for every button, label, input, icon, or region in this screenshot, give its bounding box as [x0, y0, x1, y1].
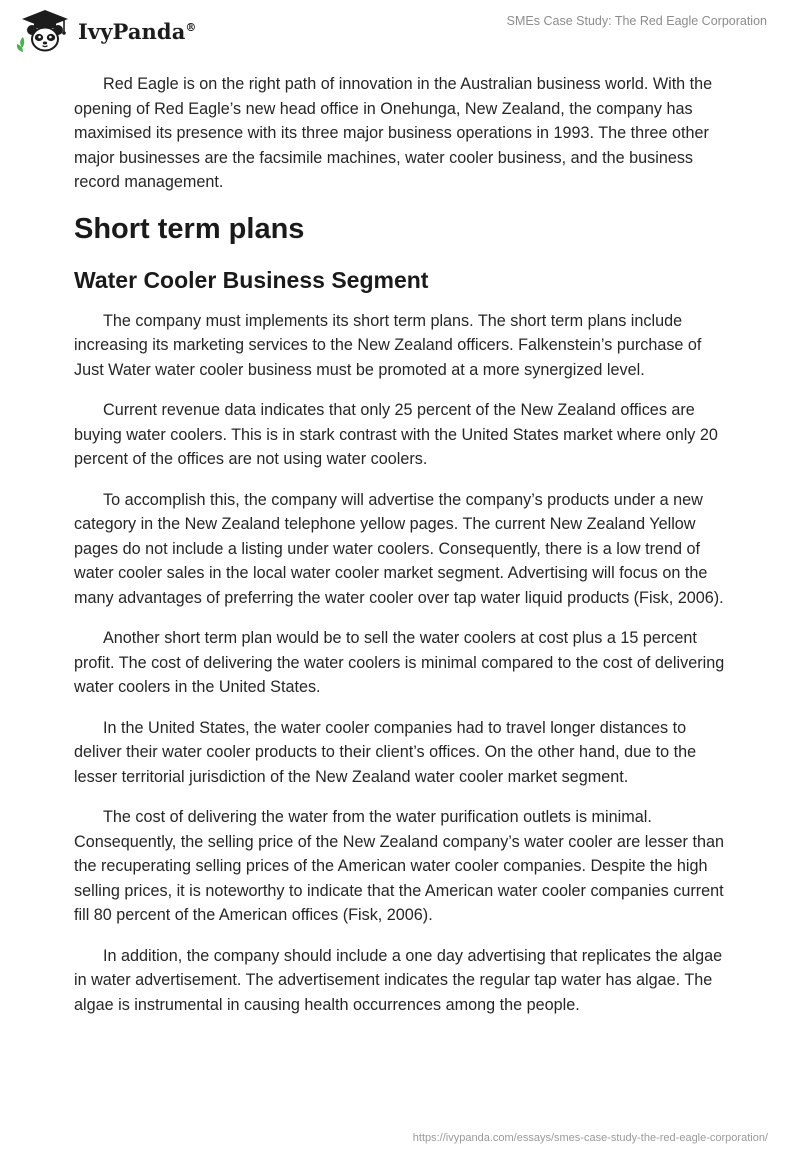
- panda-graduate-icon: [14, 8, 76, 54]
- body-paragraph: To accomplish this, the company will advertise the company’s products under a new category in the New Zealand telephone yellow pages. The current New Zealand Yellow pages do not include a listing under water coolers. Consequently, there is a low trend of water cooler sales in the local water cooler market segment. Advertising will focus on the many advantages of preferring the water cooler over tap water liquid products (Fisk, 2006).: [74, 490, 724, 607]
- ivypanda-logo[interactable]: [14, 8, 197, 54]
- heading-short-term-plans: Short term plans: [74, 212, 305, 245]
- body-paragraph: Current revenue data indicates that only 25 percent of the New Zealand offices are buying water coolers. This is in stark contrast with the United States market where only 20 percent of the offices are not using water coolers.: [74, 401, 718, 468]
- essay-content: [74, 72, 730, 1033]
- body-paragraph: In addition, the company should include a one day advertising that replicates the algae in water advertisement. The advertisement indicates the regular tap water has algae. The algae is instrumental in causing health occurrences among the people.: [74, 946, 723, 1014]
- document-title: SMEs Case Study: The Red Eagle Corporation: [506, 14, 767, 28]
- logo-wordmark: [78, 19, 197, 44]
- source-url-link[interactable]: https://ivypanda.com/essays/smes-case-study-the-red-eagle-corporation/: [412, 1132, 768, 1144]
- body-paragraph: Another short term plan would be to sell the water coolers at cost plus a 15 percent profit. The cost of delivering the water coolers is minimal compared to the cost of delivering water coolers in the United States.: [74, 629, 725, 696]
- registered-mark: ®: [185, 20, 197, 34]
- page-header: [0, 0, 800, 70]
- body-paragraph: The company must implements its short term plans. The short term plans include increasing its marketing services to the New Zealand officers. Falkenstein’s purchase of Just Water water cooler business must be promoted at a more synergized level.: [74, 311, 702, 379]
- logo-text: IvyPanda: [78, 18, 186, 44]
- body-paragraph: In the United States, the water cooler companies had to travel longer distances to deliver their water cooler products to their client’s offices. On the other hand, due to the lesser territorial jurisdiction of the New Zealand water cooler market segment.: [74, 718, 697, 786]
- heading-water-cooler-segment: Water Cooler Business Segment: [74, 266, 429, 293]
- intro-paragraph: Red Eagle is on the right path of innovation in the Australian business world. With the opening of Red Eagle’s new head office in Onehunga, New Zealand, the company has maximised its presence with its three major business operations in 1993. The three other major businesses are the facsimile machines, water cooler business, and the business record management.: [74, 75, 713, 191]
- body-paragraph: The cost of delivering the water from the water purification outlets is minimal. Consequently, the selling price of the New Zealand company’s water cooler are lesser than the recuperating selling prices of the American water cooler companies. Despite the high selling prices, it is noteworthy to indicate that the American water cooler companies current fill 80 percent of the American offices (Fisk, 2006).: [74, 808, 724, 924]
